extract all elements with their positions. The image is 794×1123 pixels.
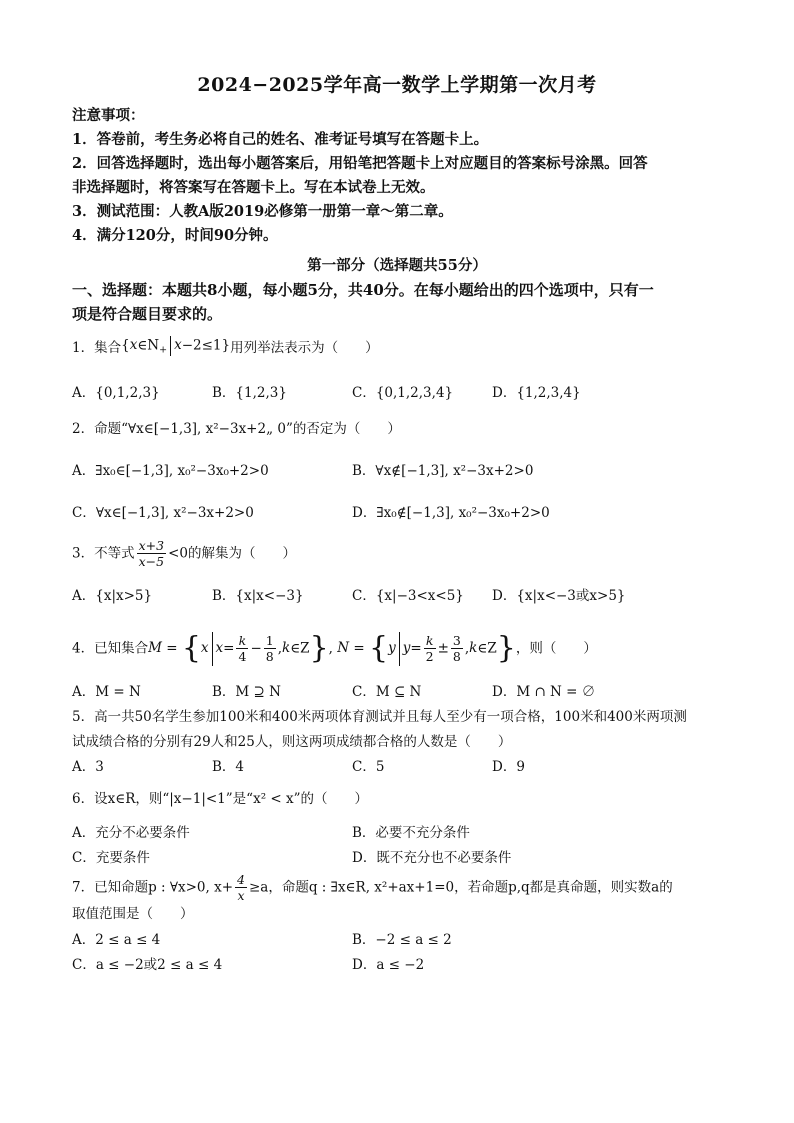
question-stem: 取值范围是（ ） <box>72 906 194 922</box>
question-5 <box>72 706 732 778</box>
question-2 <box>72 418 732 524</box>
question-4 <box>72 628 732 703</box>
intro-line: 一、选择题：本题共8小题，每小题5分，共40分。在每小题给出的四个选项中，只有一 <box>72 281 654 299</box>
option-a: A．{0,1,2,3} <box>72 384 160 401</box>
options-row <box>72 681 732 703</box>
option-d: D．M ∩ N = ∅ <box>492 683 596 700</box>
option-b: B．−2 ≤ a ≤ 2 <box>352 932 452 948</box>
note-item: 非选择题时，将答案写在答题卡上。写在本试卷上无效。 <box>72 179 435 196</box>
option-c: C．∀x∈[−1,3], x²−3x+2>0 <box>72 505 254 521</box>
stem-text: 7．已知命题p : ∀x>0, x+ <box>72 879 234 896</box>
part1-intro <box>72 278 722 326</box>
question-stem: 5．高一共50名学生参加100米和400米两项体育测试并且每人至少有一项合格，100米和400米两项测 <box>72 709 687 725</box>
option-b: B．M ⊇ N <box>212 683 281 700</box>
question-stem <box>72 538 732 569</box>
option-c: C．5 <box>352 759 385 775</box>
option-a: A．{x|x>5} <box>72 588 153 604</box>
note-item: 4．满分120分，时间90分钟。 <box>72 227 278 244</box>
question-stem <box>72 628 732 669</box>
notes-block <box>72 104 732 248</box>
option-a: A．充分不必要条件 <box>72 825 190 841</box>
stem-text: 用列举法表示为（ ） <box>230 339 379 356</box>
option-d: D．a ≤ −2 <box>352 957 425 973</box>
intro-line: 项是符合题目要求的。 <box>72 305 223 323</box>
note-item: 2．回答选择题时，选出每小题答案后，用铅笔把答题卡上对应题目的答案标号涂黑。回答 <box>72 155 648 172</box>
fraction-numerator: 4 <box>237 872 245 887</box>
option-d: D．既不充分也不必要条件 <box>352 850 512 866</box>
stem-text: 3．不等式 <box>72 545 135 562</box>
options-row <box>72 756 732 778</box>
question-3 <box>72 538 732 607</box>
options-row <box>72 954 732 976</box>
option-b: B．∀x∉[−1,3], x²−3x+2>0 <box>352 463 534 479</box>
options-row <box>72 822 732 844</box>
option-a: A．2 ≤ a ≤ 4 <box>72 932 161 948</box>
question-stem: 2．命题“∀x∈[−1,3], x²−3x+2„ 0”的否定为（ ） <box>72 421 401 437</box>
stem-text: 4．已知集合 <box>72 640 149 657</box>
options-row <box>72 585 732 607</box>
fraction-denominator: x−5 <box>138 554 165 569</box>
question-stem <box>72 334 732 362</box>
option-d: D．{1,2,3,4} <box>492 384 581 401</box>
set-m-expression: M = {x x= $\frac{k}{4}$ − $\frac{1}{8}$ ,k∈Z}, N = {y y= $\frac{k}{2}$ ± $\frac{3}{8}$ ,k∈Z} <box>148 630 516 666</box>
question-6 <box>72 788 732 869</box>
option-a: A．∃x₀∈[−1,3], x₀²−3x₀+2>0 <box>72 463 269 479</box>
stem-text: ≥a，命题q : ∃x∈R, x²+ax+1=0，若命题p,q都是真命题，则实数a的 <box>248 879 673 896</box>
option-c: C．a ≤ −2或2 ≤ a ≤ 4 <box>72 957 223 973</box>
option-c: C．{0,1,2,3,4} <box>352 384 454 401</box>
fraction-denominator: x <box>237 888 245 903</box>
question-stem: 试成绩合格的分别有29人和25人，则这两项成绩都合格的人数是（ ） <box>72 734 512 750</box>
option-b: B．{x|x<−3} <box>212 588 304 604</box>
part1-heading: 第一部分（选择题共55分） <box>307 257 487 274</box>
question-stem: 6．设x∈R，则“|x−1|<1”是“x² < x”的（ ） <box>72 791 369 807</box>
question-1 <box>72 334 732 404</box>
fraction-numerator: x+3 <box>138 538 165 553</box>
options-row <box>72 382 732 404</box>
options-row <box>72 847 732 869</box>
option-c: C．M ⊆ N <box>352 683 422 700</box>
option-a: A．3 <box>72 759 104 775</box>
question-stem <box>72 872 732 903</box>
question-7 <box>72 872 732 976</box>
note-item: 3．测试范围：人教A版2019必修第一册第一章～第二章。 <box>72 203 453 220</box>
stem-text: ，则（ ） <box>515 640 597 657</box>
fraction <box>137 538 166 569</box>
fraction <box>235 872 247 903</box>
stem-text: 1．集合 <box>72 339 122 356</box>
note-item: 1．答卷前，考生务必将自己的姓名、准考证号填写在答题卡上。 <box>72 131 489 148</box>
set-expression: {$x\in N_+$ x−2≤1} <box>121 337 231 356</box>
option-b: B．4 <box>212 759 245 775</box>
exam-title: 2024−2025学年高一数学上学期第一次月考 <box>197 74 597 96</box>
option-b: B．必要不充分条件 <box>352 825 470 841</box>
option-d: D．{x|x<−3或x>5} <box>492 588 626 604</box>
stem-text: <0的解集为（ ） <box>168 545 296 562</box>
option-c: C．{x|−3<x<5} <box>352 588 464 604</box>
option-c: C．充要条件 <box>72 850 150 866</box>
options-row <box>72 502 732 524</box>
options-row <box>72 460 732 482</box>
option-d: D．9 <box>492 759 525 775</box>
option-b: B．{1,2,3} <box>212 384 287 401</box>
option-d: D．∃x₀∉[−1,3], x₀²−3x₀+2>0 <box>352 505 550 521</box>
options-row <box>72 929 732 951</box>
option-a: A．M = N <box>72 683 141 700</box>
notes-heading: 注意事项： <box>72 107 145 124</box>
